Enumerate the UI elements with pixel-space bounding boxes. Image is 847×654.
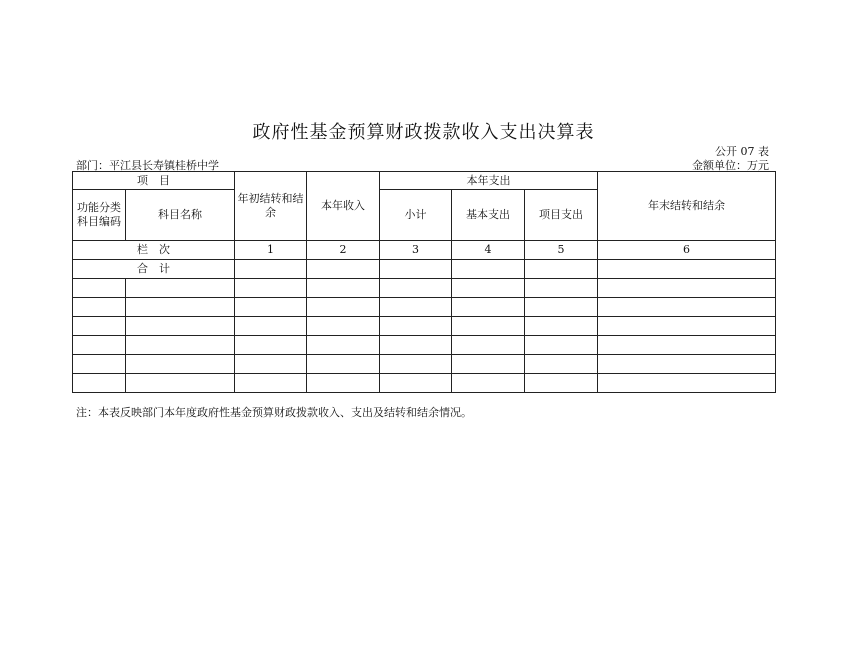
table-cell [598,298,776,317]
table-cell [380,298,452,317]
table-cell [380,336,452,355]
table-cell [235,355,307,374]
header-subject-name: 科目名称 [126,190,235,241]
budget-table [72,171,776,393]
table-cell [598,317,776,336]
table-cell [235,298,307,317]
table-cell [452,317,525,336]
index-cell: 1 [235,241,307,260]
table-cell [126,279,235,298]
table-cell [235,317,307,336]
table-cell [307,374,380,393]
index-cell: 6 [598,241,776,260]
table-cell [598,374,776,393]
table-cell [452,336,525,355]
table-cell [452,260,525,279]
table-cell [235,336,307,355]
table-cell [380,317,452,336]
table-cell [126,317,235,336]
table-cell [126,298,235,317]
header-basic-expense: 基本支出 [452,190,525,241]
header-func-code: 功能分类科目编码 [73,190,126,241]
table-cell [452,298,525,317]
table-cell [235,279,307,298]
table-cell [73,317,126,336]
index-row [73,241,776,260]
table-row [73,279,776,298]
header-project-expense: 项目支出 [525,190,598,241]
header-item: 项 目 [73,172,235,190]
index-label: 栏 次 [73,241,235,260]
total-row [73,260,776,279]
table-cell [73,298,126,317]
table-cell [235,374,307,393]
table-row [73,374,776,393]
table-cell [307,355,380,374]
table-cell [525,260,598,279]
table-cell [307,336,380,355]
header-subtotal: 小计 [380,190,452,241]
table-note: 注：本表反映部门本年度政府性基金预算财政拨款收入、支出及结转和结余情况。 [76,406,472,419]
table-cell [525,298,598,317]
table-cell [598,279,776,298]
header-income: 本年收入 [307,172,380,241]
table-cell [307,279,380,298]
table-cell [380,355,452,374]
table-row [73,355,776,374]
table-title: 政府性基金预算财政拨款收入支出决算表 [252,122,595,143]
table-cell [307,298,380,317]
department-label: 部门：平江县长寿镇桂桥中学 [76,159,219,172]
header-expense: 本年支出 [380,172,598,190]
table-cell [73,355,126,374]
index-cell: 2 [307,241,380,260]
table-row [73,317,776,336]
index-cell: 3 [380,241,452,260]
index-cell: 5 [525,241,598,260]
table-cell [126,336,235,355]
table-cell [525,355,598,374]
table-cell [73,279,126,298]
table-row [73,298,776,317]
table-cell [380,279,452,298]
table-cell [598,260,776,279]
table-cell [525,374,598,393]
table-cell [452,374,525,393]
total-label: 合 计 [73,260,235,279]
table-cell [452,355,525,374]
table-cell [73,374,126,393]
table-cell [307,260,380,279]
table-cell [452,279,525,298]
table-cell [380,260,452,279]
index-cell: 4 [452,241,525,260]
unit-label: 金额单位：万元 [692,159,769,172]
table-cell [380,374,452,393]
table-cell [525,336,598,355]
table-cell [235,260,307,279]
header-end-balance: 年末结转和结余 [598,172,776,241]
table-cell [525,279,598,298]
table-cell [598,336,776,355]
table-cell [525,317,598,336]
form-number: 公开 07 表 [715,145,769,158]
header-begin-balance: 年初结转和结余 [235,172,307,241]
table-cell [307,317,380,336]
table-cell [73,336,126,355]
table-cell [126,374,235,393]
table-row [73,336,776,355]
table-cell [126,355,235,374]
table-cell [598,355,776,374]
